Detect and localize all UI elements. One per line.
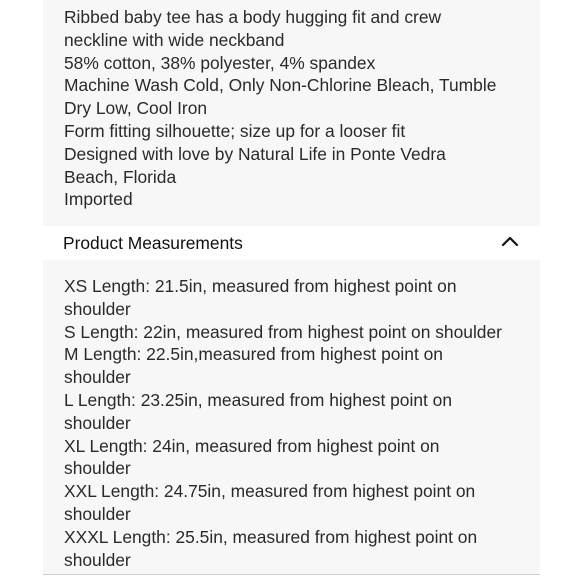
details-line: Machine Wash Cold, Only Non-Chlorine Bleach, Tumble (64, 75, 497, 96)
measurement-line: XXXL Length: 25.5in, measured from highest point on (64, 526, 478, 547)
details-line: 58% cotton, 38% polyester, 4% spandex (64, 52, 376, 73)
measurement-line: M Length: 22.5in,measured from highest point on (64, 344, 443, 365)
details-line: Imported (64, 189, 133, 210)
measurement-line: shoulder (64, 503, 131, 524)
measurement-line: shoulder (64, 298, 131, 319)
measurements-list (64, 275, 534, 571)
measurement-line: shoulder (64, 458, 131, 479)
measurement-line: S Length: 22in, measured from highest point on shoulder (64, 321, 502, 342)
measurement-line: XS Length: 21.5in, measured from highest point on (64, 276, 457, 296)
details-line: Designed with love by Natural Life in Ponte Vedra (64, 143, 446, 164)
details-line: Ribbed baby tee has a body hugging fit and crew (64, 7, 442, 27)
details-line: Beach, Florida (64, 166, 177, 187)
section-title: Product Measurements (63, 233, 243, 253)
measurement-line: shoulder (64, 549, 131, 570)
chevron-up-icon[interactable] (500, 234, 520, 248)
measurement-line: XXL Length: 24.75in, measured from highest point on (64, 481, 476, 502)
measurement-line: XL Length: 24in, measured from highest point on (64, 435, 440, 456)
product-details-list (64, 6, 534, 211)
product-measurements-header[interactable] (43, 226, 540, 260)
details-line: neckline with wide neckband (64, 29, 285, 50)
details-line: Form fitting silhouette; size up for a looser fit (64, 120, 406, 141)
measurement-line: shoulder (64, 412, 131, 433)
measurement-line: L Length: 23.25in, measured from highest point on (64, 389, 453, 410)
measurement-line: shoulder (64, 367, 131, 388)
details-line: Dry Low, Cool Iron (64, 98, 208, 119)
